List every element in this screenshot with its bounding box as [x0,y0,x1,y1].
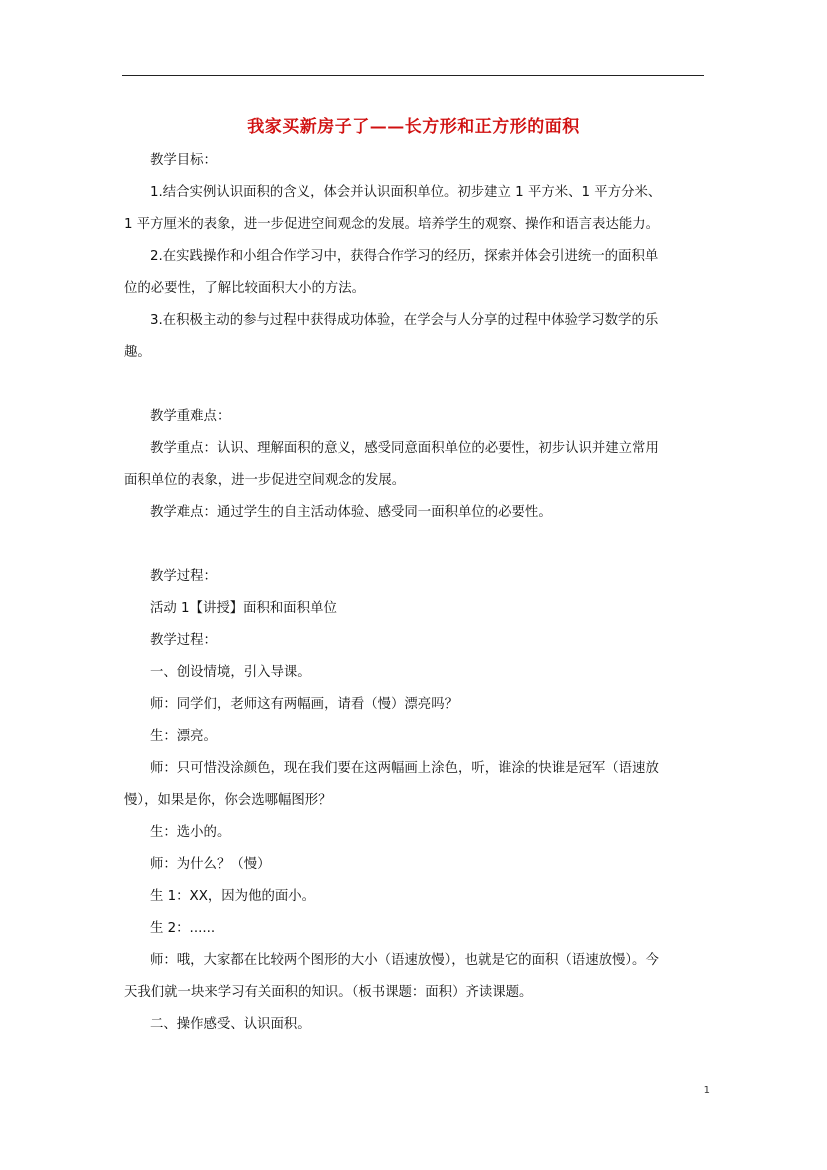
objective-1-line-1: 1.结合实例认识面积的含义，体会并认识面积单位。初步建立 1 平方米、1 平方分米、 [150,185,662,200]
dialogue-line: 师：只可惜没涂颜色，现在我们要在这两幅画上涂色，听，谁涂的快谁是冠军（语速放 [150,761,659,776]
spacer [124,369,706,401]
teaching-difficulty: 教学难点：通过学生的自主活动体验、感受同一面积单位的必要性。 [150,505,552,520]
objective-2-line-1: 2.在实践操作和小组合作学习中，获得合作学习的经历，探索并体会引进统一的面积单 [150,249,659,264]
process-heading: 教学过程： [150,569,217,584]
page-number: 1 [703,1085,710,1096]
dialogue-line: 生：选小的。 [150,825,231,840]
spacer [124,529,706,561]
dialogue-line: 生 2：...... [150,921,216,936]
teaching-focus-line-1: 教学重点：认识、理解面积的意义，感受同意面积单位的必要性，初步认识并建立常用 [150,441,659,456]
objective-1-line-2: 1 平方厘米的表象，进一步促进空间观念的发展。培养学生的观察、操作和语言表达能力。 [124,217,660,232]
dialogue-line: 天我们就一块来学习有关面积的知识。（板书课题：面积）齐读课题。 [124,985,533,1000]
document-body [124,145,706,1041]
dialogue-line: 师：哦，大家都在比较两个图形的大小（语速放慢），也就是它的面积（语速放慢）。今 [150,953,659,968]
dialogue-line: 生：漂亮。 [150,729,217,744]
key-points-heading: 教学重难点： [150,409,231,424]
dialogue-line: 师：同学们，老师这有两幅画，请看（慢）漂亮吗？ [150,697,458,712]
objectives-heading: 教学目标： [150,153,217,168]
teaching-focus-line-2: 面积单位的表象，进一步促进空间观念的发展。 [124,473,406,488]
objective-3-line-2: 趣。 [124,345,151,360]
step-1: 一、创设情境，引入导课。 [150,665,311,680]
step-2: 二、操作感受、认识面积。 [150,1017,311,1032]
header-rule [122,75,704,76]
objective-3-line-1: 3.在积极主动的参与过程中获得成功体验，在学会与人分享的过程中体验学习数学的乐 [150,313,659,328]
objective-2-line-2: 位的必要性，了解比较面积大小的方法。 [124,281,366,296]
document-title: 我家买新房子了——长方形和正方形的面积 [247,117,580,137]
dialogue-line: 师：为什么？（慢） [150,857,271,872]
process-subheading: 教学过程： [150,633,217,648]
dialogue-line: 慢），如果是你，你会选哪幅图形？ [124,793,332,808]
dialogue-line: 生 1：XX，因为他的面小。 [150,889,316,904]
activity-title: 活动 1【讲授】面积和面积单位 [150,601,337,616]
